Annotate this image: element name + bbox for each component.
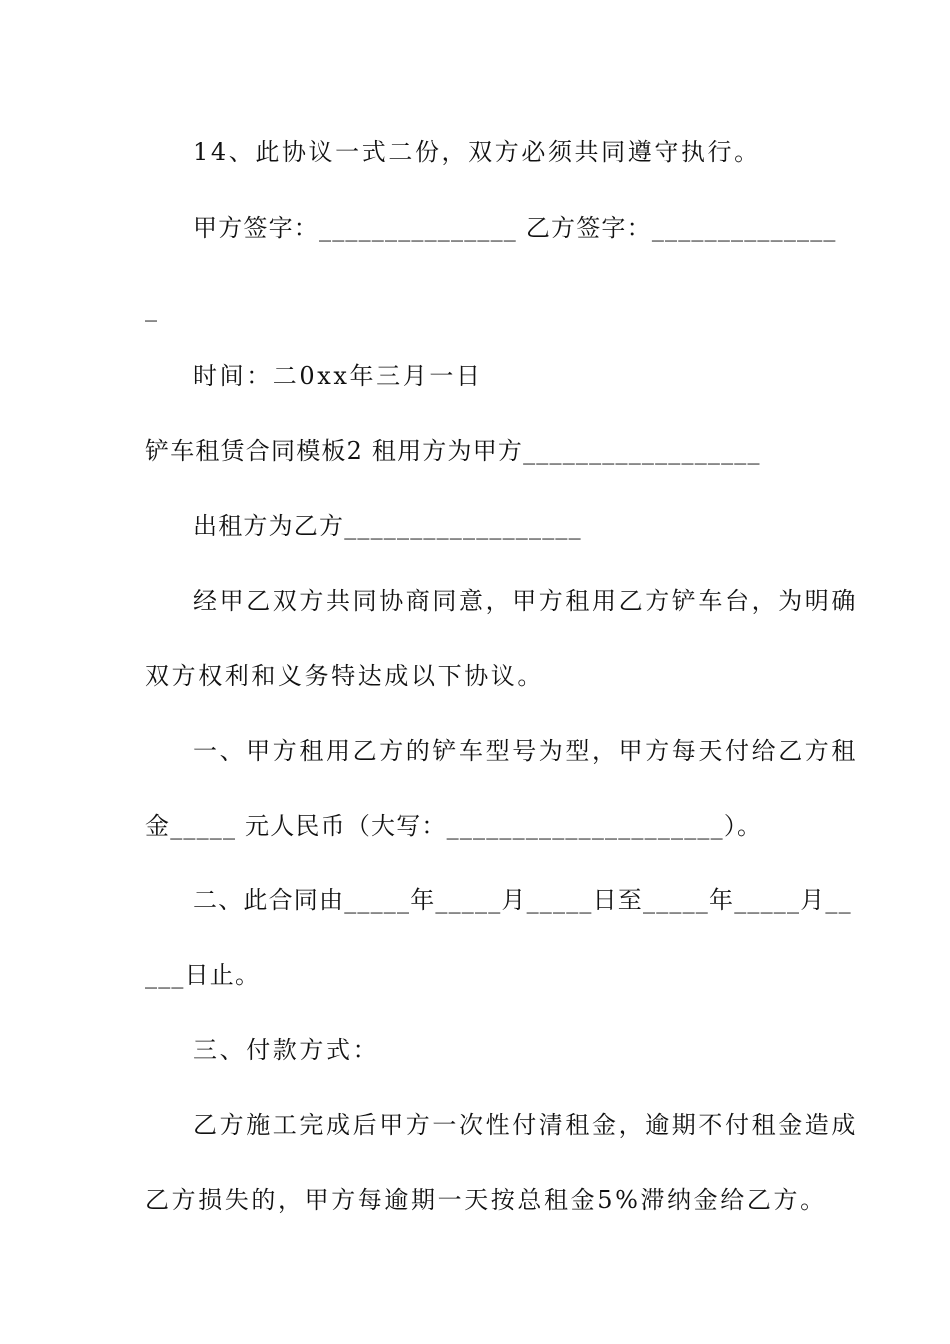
agreement-intro: 经甲乙双方共同协商同意，甲方租用乙方铲车台，为明确 [193,587,858,615]
lessor-line: 出租方为乙方__________________ [193,512,582,540]
template-title-lessee: 铲车租赁合同模板2 租用方为甲方__________________ [145,437,761,465]
signature-line: 甲方签字：_______________ 乙方签字：______________ [193,214,837,242]
payment-terms-cont: 乙方损失的，甲方每逾期一天按总租金5%滞纳金给乙方。 [145,1186,827,1214]
date-line: 时间：二0xx年三月一日 [193,362,483,390]
clause-2: 二、此合同由_____年_____月_____日至_____年_____月__ [193,886,852,914]
agreement-intro-cont: 双方权利和义务特达成以下协议。 [145,662,544,690]
clause-1: 一、甲方租用乙方的铲车型号为型，甲方每天付给乙方租 [193,737,858,765]
signature-line-overflow: _ [145,294,160,322]
clause-1-cont: 金_____ 元人民币（大写：_____________________）。 [145,812,763,840]
payment-terms: 乙方施工完成后甲方一次性付清租金，逾期不付租金造成 [193,1111,858,1139]
clause-3-heading: 三、付款方式： [193,1036,380,1064]
clause-2-cont: ___日止。 [145,961,261,989]
clause-14: 14、此协议一式二份，双方必须共同遵守执行。 [193,138,761,166]
